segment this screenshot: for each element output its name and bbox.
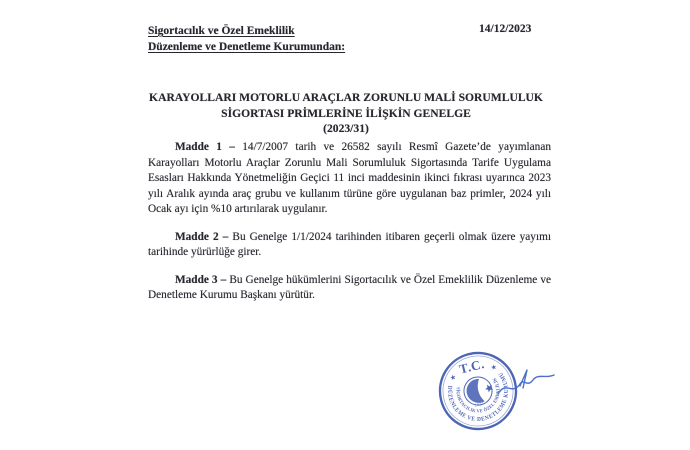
sender-line-2: Düzenleme ve Denetleme Kurumundan: [148,41,346,53]
star-icon-left: ★ [449,373,458,383]
document-title [122,90,570,137]
article-2 [148,230,551,261]
article-1-text: 14/7/2007 tarih ve 26582 sayılı Resmî Gazete’de yayımlanan Karayolları Motorlu Araçlar Zorunlu Mali Sorumluluk Sigortasında Tarife Uygulama Esasları Hakkında Yönetmeliğin Geçici 11 inci maddesinin ikinci fıkrası uyarınca 2023 yılı Aralık ayında araç grubu ve kullanım türüne göre uygulanan baz primler, 2024 yılı Ocak ayı için %10 artırılarak uygulanır. [148,141,551,215]
article-3 [148,273,551,304]
article-2-label: Madde 2 – [175,230,229,243]
seal-tc-text: T.C. [457,355,487,377]
title-number: (2023/31) [323,122,369,135]
document-date: 14/12/2023 [479,23,532,35]
title-line-1: KARAYOLLARI MOTORLU ARAÇLAR ZORUNLU MALİ SORUMLULUK [149,91,543,104]
official-seal [408,324,568,450]
seal-outer-ring-text: DÜZENLEME VE DENETLEME KURUMU [445,369,511,424]
seal-inner-ring-text: SİGORTACILIK VE ÖZEL EMEKLİLİK [454,375,502,415]
star-icon-right: ★ [489,362,498,373]
article-1-label: Madde 1 – [175,141,235,153]
article-3-text: Bu Genelge hükümlerini Sigortacılık ve Özel Emeklilik Düzenleme ve Denetleme Kurumu Başkanı yürütür. [148,273,551,301]
sender-block [148,23,345,55]
article-1 [148,140,551,218]
seal-center-numbers: 2021 [473,400,486,408]
seal-stamp [432,345,524,437]
sender-line-1: Sigortacılık ve Özel Emeklilik [148,25,295,37]
document-body [148,140,551,316]
title-line-2: SİGORTASI PRİMLERİNE İLİŞKİN GENELGE [221,106,471,120]
article-2-text: Bu Genelge 1/1/2024 tarihinden itibaren geçerli olmak üzere yayımı tarihinde yürürlüğe girer. [148,230,552,258]
article-3-label: Madde 3 – [175,273,227,286]
